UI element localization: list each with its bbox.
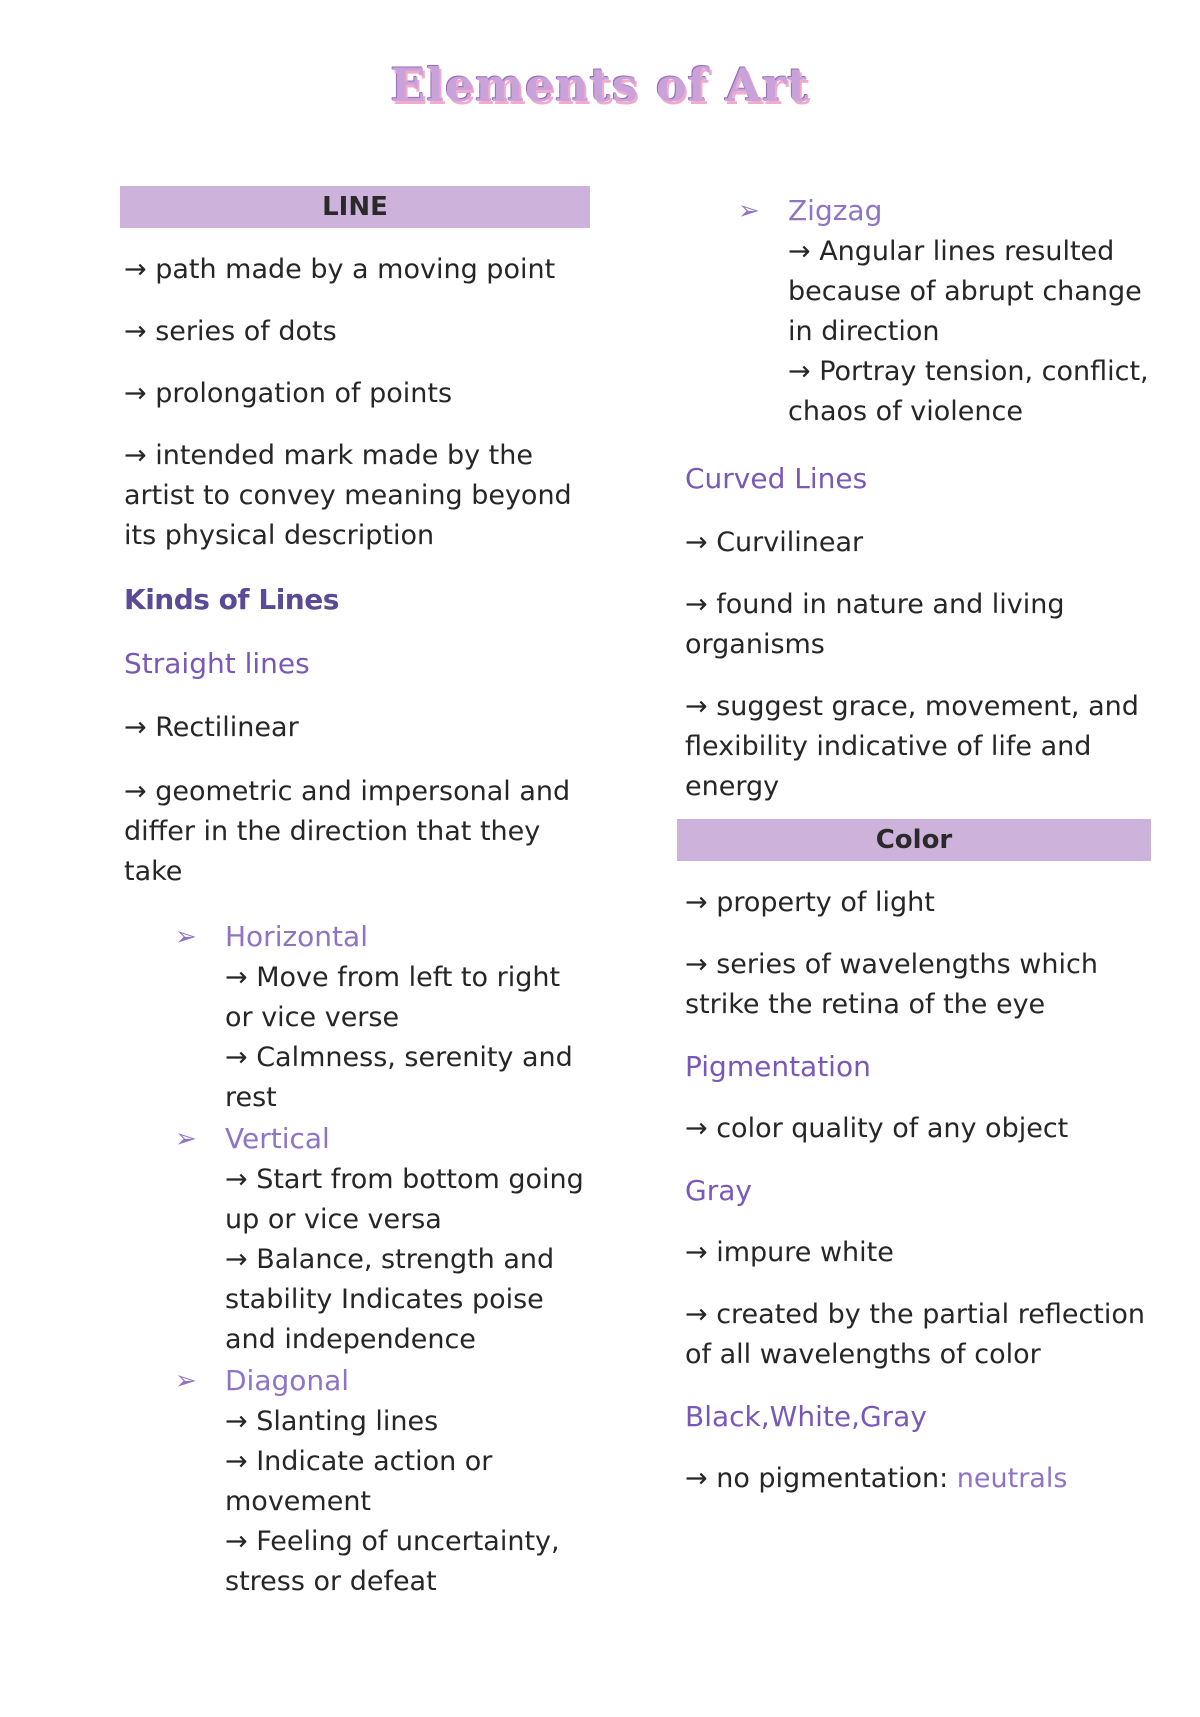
subtype-item: → Start from bottom going up or vice versa	[225, 1164, 584, 1235]
chevron-right-icon: ➢	[738, 196, 760, 226]
curved-heading: Curved Lines	[685, 462, 868, 495]
curved-item: → suggest grace, movement, and flexibility indicative of life and energy	[685, 691, 1139, 802]
subtype-name: Vertical	[225, 1122, 330, 1155]
gray-heading: Gray	[685, 1174, 752, 1207]
subtype-item: → Slanting lines	[225, 1406, 439, 1437]
neutrals-highlight: neutrals	[956, 1463, 1068, 1494]
subtype-item: → Angular lines resulted because of abrupt change in direction	[788, 236, 1142, 347]
gray-item: → created by the partial reflection of all wavelengths of color	[685, 1299, 1146, 1370]
subtype-item: → Calmness, serenity and rest	[225, 1042, 573, 1113]
subtype-horizontal	[120, 916, 590, 1118]
bwg-heading: Black,White,Gray	[685, 1400, 927, 1433]
page-title: Elements of Art	[390, 58, 810, 112]
line-def: → intended mark made by the artist to convey meaning beyond its physical description	[124, 440, 572, 551]
subtype-item: → Balance, strength and stability Indicates poise and independence	[225, 1244, 555, 1355]
line-banner: LINE	[120, 186, 590, 228]
line-def: → prolongation of points	[124, 378, 453, 409]
subtype-vertical	[120, 1118, 590, 1360]
bwg-item-text: → no pigmentation:	[685, 1463, 957, 1494]
curved-item: → found in nature and living organisms	[685, 589, 1065, 660]
subtype-item: → Move from left to right or vice verse	[225, 962, 561, 1033]
straight-item: → Rectilinear	[124, 712, 299, 743]
curved-item: → Curvilinear	[685, 527, 864, 558]
pigmentation-heading: Pigmentation	[685, 1050, 871, 1083]
subtype-diagonal	[120, 1360, 590, 1602]
chevron-right-icon: ➢	[175, 1124, 197, 1154]
color-item: → property of light	[685, 887, 935, 918]
gray-item: → impure white	[685, 1237, 894, 1268]
subtype-zigzag	[681, 190, 1151, 432]
left-column	[120, 186, 590, 1602]
line-def: → path made by a moving point	[124, 254, 556, 285]
kinds-heading: Kinds of Lines	[124, 583, 339, 616]
subtype-name: Horizontal	[225, 920, 368, 953]
color-item: → series of wavelengths which strike the retina of the eye	[685, 949, 1098, 1020]
straight-item: → geometric and impersonal and differ in the direction that they take	[124, 776, 571, 887]
right-column	[681, 190, 1151, 1499]
subtype-name: Diagonal	[225, 1364, 350, 1397]
subtype-item: → Feeling of uncertainty, stress or defeat	[225, 1526, 560, 1597]
chevron-right-icon: ➢	[175, 1366, 197, 1396]
subtype-item: → Indicate action or movement	[225, 1446, 493, 1517]
color-banner: Color	[677, 819, 1151, 861]
line-def: → series of dots	[124, 316, 337, 347]
pigmentation-item: → color quality of any object	[685, 1113, 1069, 1144]
bwg-item	[681, 1459, 1151, 1499]
chevron-right-icon: ➢	[175, 922, 197, 952]
subtype-name: Zigzag	[788, 194, 883, 227]
straight-heading: Straight lines	[124, 647, 310, 680]
subtype-item: → Portray tension, conflict, chaos of violence	[788, 356, 1149, 427]
